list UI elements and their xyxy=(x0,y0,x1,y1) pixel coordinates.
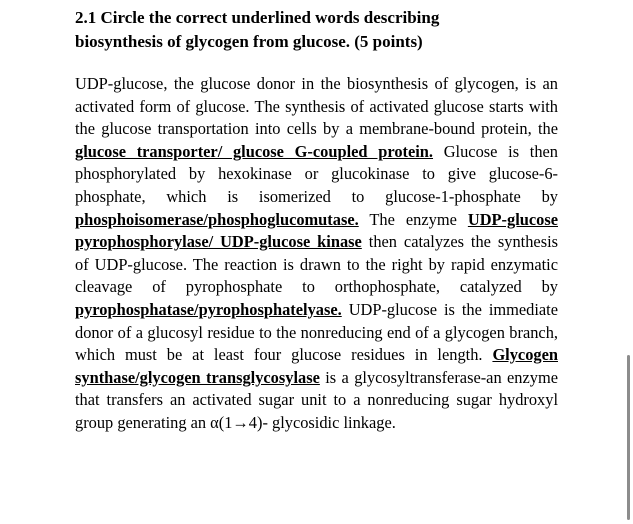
choice-udp-glucose-enzyme[interactable]: UDP-glucose pyrophosphorylase/ UDP-glucose kinase xyxy=(75,209,558,252)
choice-glucose-transporter[interactable]: glucose transporter/ glucose G-coupled protein. xyxy=(75,141,434,161)
choice-pyrophosphatase[interactable]: pyrophosphatase/pyrophosphatelyase. xyxy=(75,299,342,319)
passage-text-4: then catalyzes the synthesis of UDP-glucose. The reaction is drawn to the right by rapid enzymatic cleavage of pyrophosphate to orthophosphate, catalyzed by xyxy=(75,232,559,297)
choice-phosphoglucomutase[interactable]: phosphoisomerase/phosphoglucomutase. xyxy=(75,209,359,229)
passage-text-6: is a glycosyltransferase-an enzyme that transfers an activated sugar unit to a nonreducing sugar hydroxyl group generating an α(1→4)- glycosidic linkage. xyxy=(75,367,558,432)
passage-text-2: Glucose is then phosphorylated by hexokinase or glucokinase to give glucose-6-phosphate, which is isomerized to glucose-1-phosphate by xyxy=(75,141,558,206)
passage-text-3: The enzyme xyxy=(358,209,468,229)
question-title-line1: 2.1 Circle the correct underlined words describing xyxy=(75,8,440,27)
question-title-line2: biosynthesis of glycogen from glucose. (5 points) xyxy=(75,32,423,51)
choice-glycogen-enzyme[interactable]: Glycogen synthase/glycogen transglycosylase xyxy=(75,345,558,387)
question-heading xyxy=(75,6,545,54)
vertical-scrollbar[interactable] xyxy=(627,355,630,520)
passage-text-5: UDP-glucose is the immediate donor of a glucosyl residue to the nonreducing end of a glycogen branch, which must be at least four glucose residues in length. xyxy=(75,299,558,365)
passage-text-1: UDP-glucose, the glucose donor in the biosynthesis of glycogen, is an activated form of glucose. The synthesis of activated glucose starts with the glucose transportation into cells by a membrane-bound protein, the xyxy=(75,74,558,139)
passage-paragraph xyxy=(75,73,558,435)
